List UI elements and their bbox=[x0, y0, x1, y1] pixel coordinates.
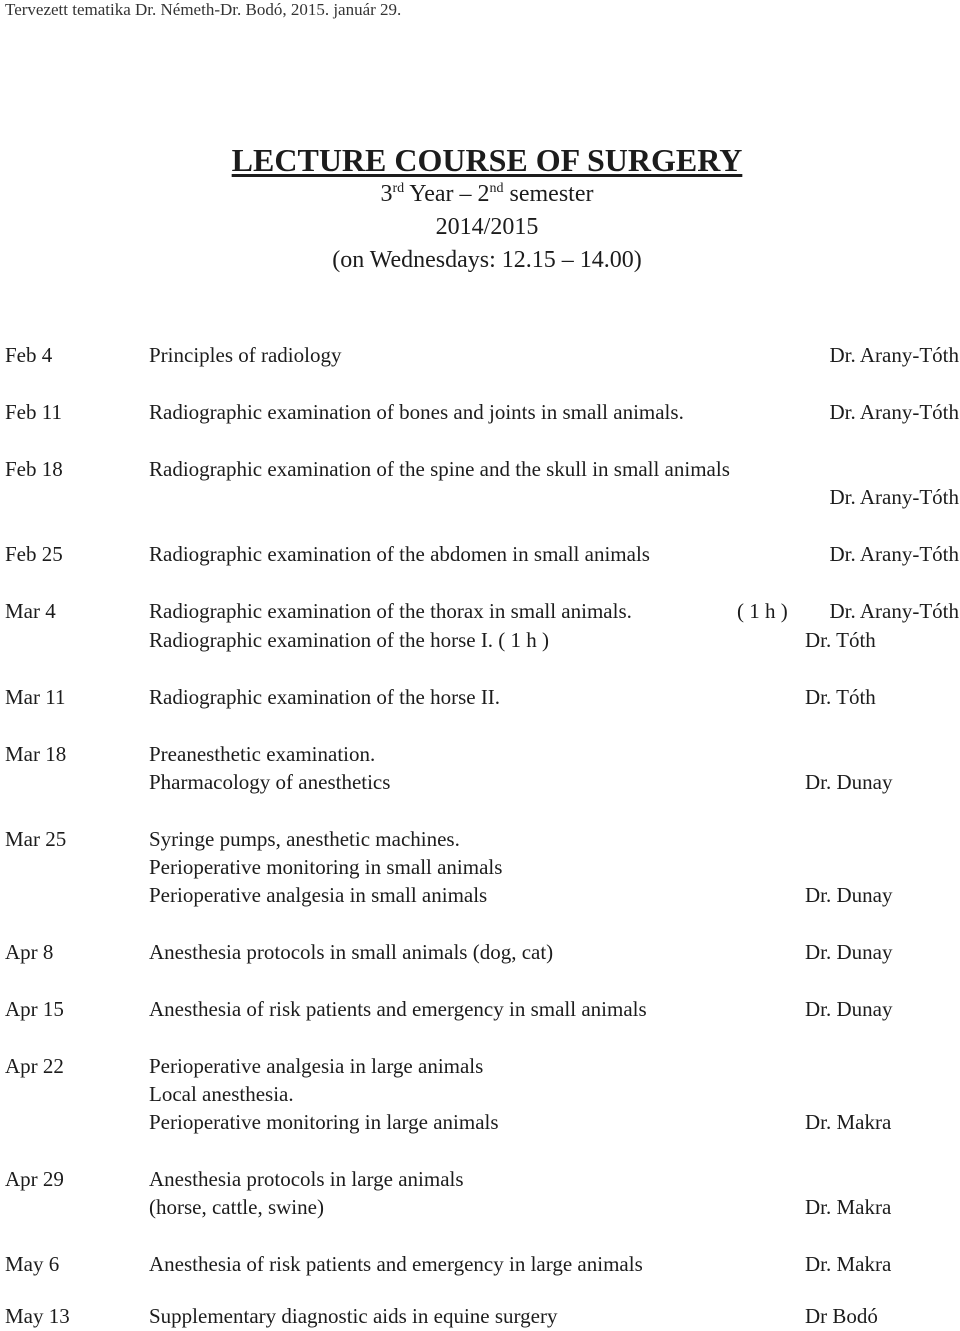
lecture-topic: Radiographic examination of the horse I. ( 1 h ) bbox=[149, 628, 550, 652]
lecture-topic: Radiographic examination of the thorax in small animals. bbox=[149, 599, 632, 623]
lecture-topic: Radiographic examination of the spine and the skull in small animals bbox=[149, 457, 730, 481]
lecture-lecturer: Dr. Dunay bbox=[805, 997, 893, 1021]
lecture-lecturer: Dr. Arany-Tóth bbox=[829, 485, 959, 509]
semester-text: semester bbox=[503, 181, 594, 207]
lecture-topic: Anesthesia of risk patients and emergency in small animals bbox=[149, 997, 647, 1021]
lecture-lecturer: Dr. Makra bbox=[805, 1195, 892, 1219]
lecture-date: Apr 22 bbox=[5, 1054, 64, 1078]
lecture-topic: Radiographic examination of the horse II. bbox=[149, 685, 501, 709]
lecture-date: May 6 bbox=[5, 1252, 60, 1276]
year-text: Year – 2 bbox=[404, 181, 490, 207]
lecture-topic: Syringe pumps, anesthetic machines. bbox=[149, 827, 460, 851]
year-suffix: rd bbox=[392, 181, 405, 196]
semester-suffix: nd bbox=[489, 181, 504, 196]
lecture-lecturer: Dr. Tóth bbox=[805, 628, 876, 652]
year-semester bbox=[0, 178, 960, 211]
lecture-date: May 13 bbox=[5, 1304, 70, 1328]
lecture-date: Apr 29 bbox=[5, 1167, 64, 1191]
lecture-topic: Anesthesia of risk patients and emergency in large animals bbox=[149, 1252, 643, 1276]
lecture-lecturer: Dr. Dunay bbox=[805, 770, 893, 794]
lecture-lecturer: Dr. Makra bbox=[805, 1252, 892, 1276]
lecture-lecturer: Dr. Makra bbox=[805, 1110, 892, 1134]
lecture-topic: Pharmacology of anesthetics bbox=[149, 770, 391, 794]
lecture-date: Mar 4 bbox=[5, 599, 56, 623]
lecture-date: Apr 15 bbox=[5, 997, 64, 1021]
header-note: Tervezett tematika Dr. Németh-Dr. Bodó, 2015. január 29. bbox=[5, 0, 402, 19]
lecture-lecturer: Dr. Arany-Tóth bbox=[829, 542, 959, 566]
schedule-note: (on Wednesdays: 12.15 – 14.00) bbox=[332, 247, 642, 273]
lecture-topic: Perioperative monitoring in large animals bbox=[149, 1110, 499, 1134]
course-title: LECTURE COURSE OF SURGERY bbox=[231, 142, 743, 178]
lecture-lecturer: Dr. Arany-Tóth bbox=[829, 343, 959, 367]
lecture-topic: Perioperative analgesia in small animals bbox=[149, 883, 488, 907]
academic-year: 2014/2015 bbox=[435, 214, 539, 240]
lecture-date: Mar 18 bbox=[5, 742, 67, 766]
lecture-topic: (horse, cattle, swine) bbox=[149, 1195, 324, 1219]
lecture-date: Feb 25 bbox=[5, 542, 63, 566]
lecture-date: Mar 11 bbox=[5, 685, 66, 709]
lecture-hours: ( 1 h ) bbox=[737, 599, 788, 623]
lecture-topic: Supplementary diagnostic aids in equine surgery bbox=[149, 1304, 558, 1328]
lecture-date: Feb 18 bbox=[5, 457, 63, 481]
lecture-topic: Perioperative monitoring in small animals bbox=[149, 855, 503, 879]
title-block bbox=[0, 142, 960, 277]
lecture-lecturer: Dr. Arany-Tóth bbox=[829, 400, 959, 424]
lecture-lecturer: Dr. Dunay bbox=[805, 940, 893, 964]
year-number: 3 bbox=[380, 181, 393, 207]
lecture-lecturer: Dr. Tóth bbox=[805, 685, 876, 709]
lecture-topic: Radiographic examination of bones and joints in small animals. bbox=[149, 400, 684, 424]
lecture-date: Apr 8 bbox=[5, 940, 54, 964]
lecture-date: Mar 25 bbox=[5, 827, 67, 851]
lecture-lecturer: Dr. Arany-Tóth bbox=[829, 599, 959, 623]
lecture-date: Feb 4 bbox=[5, 343, 53, 367]
lecture-date: Feb 11 bbox=[5, 400, 62, 424]
lecture-topic: Principles of radiology bbox=[149, 343, 342, 367]
lecture-topic: Anesthesia protocols in large animals bbox=[149, 1167, 464, 1191]
lecture-topic: Anesthesia protocols in small animals (dog, cat) bbox=[149, 940, 554, 964]
lecture-topic: Preanesthetic examination. bbox=[149, 742, 376, 766]
lecture-topic: Radiographic examination of the abdomen in small animals bbox=[149, 542, 650, 566]
lecture-lecturer: Dr Bodó bbox=[805, 1304, 878, 1328]
lecture-topic: Local anesthesia. bbox=[149, 1082, 294, 1106]
lecture-lecturer: Dr. Dunay bbox=[805, 883, 893, 907]
lecture-topic: Perioperative analgesia in large animals bbox=[149, 1054, 484, 1078]
